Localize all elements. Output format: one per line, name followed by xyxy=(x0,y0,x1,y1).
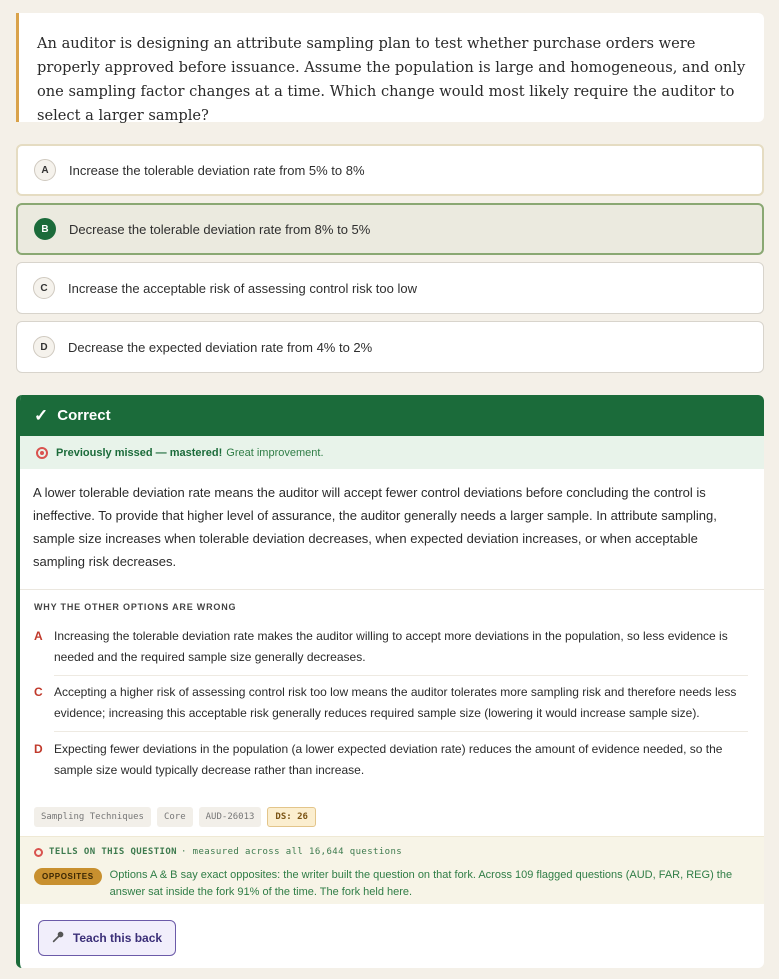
result-header xyxy=(20,395,764,436)
option-text: Increase the acceptable risk of assessing control risk too low xyxy=(68,280,418,296)
microphone-icon xyxy=(52,930,65,946)
option-letter: D xyxy=(33,336,55,358)
opposites-badge: OPPOSITES xyxy=(34,868,102,885)
option-text: Increase the tolerable deviation rate from 5% to 8% xyxy=(69,162,365,178)
tells-text: Options A & B say exact opposites: the writer built the question on that fork. Across 109 flagged questions (AUD, FAR, REG) the answer sat inside the fork 91% of the time. The fork held here. xyxy=(109,869,733,898)
tells-heading-rest: · measured across all 16,644 questions xyxy=(181,847,403,857)
tells-heading-bold: TELLS ON THIS QUESTION xyxy=(49,847,178,857)
target-icon xyxy=(36,447,48,459)
divider xyxy=(54,731,748,732)
divider xyxy=(20,589,764,590)
why-wrong-title: WHY THE OTHER OPTIONS ARE WRONG xyxy=(34,602,237,612)
target-icon xyxy=(34,848,43,857)
tag-id: AUD-26013 xyxy=(199,807,262,827)
tells-panel xyxy=(20,836,764,904)
option-d[interactable] xyxy=(16,321,764,373)
wrong-letter: D xyxy=(34,742,43,756)
tells-heading xyxy=(34,847,402,857)
option-text: Decrease the expected deviation rate from 4% to 2% xyxy=(68,339,373,355)
teach-back-label: Teach this back xyxy=(72,931,163,945)
checkmark-icon: ✓ xyxy=(34,405,49,425)
wrong-option-d xyxy=(34,739,748,781)
tag-ds: DS: 26 xyxy=(267,807,316,827)
result-title: Correct xyxy=(57,407,111,424)
option-letter: B xyxy=(34,218,56,240)
result-panel xyxy=(16,395,764,968)
option-letter: A xyxy=(34,159,56,181)
explanation-text: A lower tolerable deviation rate means the auditor will accept fewer control deviations before concluding the control is ineffective. To provide that higher level of assurance, the auditor generally needs a larger sample. In attribute sampling, sample size increases when tolerable deviation decreases, when expected deviation increases, or when acceptable sampling risk decreases. xyxy=(33,485,717,569)
divider xyxy=(54,675,748,676)
option-a[interactable] xyxy=(16,144,764,196)
tag-list xyxy=(34,807,316,827)
question-card xyxy=(16,13,764,122)
wrong-option-a xyxy=(34,626,748,668)
mastered-plain: Great improvement. xyxy=(226,446,324,459)
option-text: Decrease the tolerable deviation rate from 8% to 5% xyxy=(69,221,371,237)
tag-topic: Sampling Techniques xyxy=(34,807,151,827)
tells-body xyxy=(34,867,754,901)
question-text: An auditor is designing an attribute sampling plan to test whether purchase orders were properly approved before issuance. Assume the population is large and homogeneous, and only one sampling factor changes at a time. Which change would most likely require the auditor to select a larger sample? xyxy=(37,35,746,124)
mastered-strong: Previously missed — mastered! xyxy=(56,446,223,459)
wrong-text: Accepting a higher risk of assessing control risk too low means the auditor tolerates more sampling risk and therefore needs less evidence; increasing this acceptable risk generally reduces required sample size (lowering it would increase sample size). xyxy=(54,685,737,720)
wrong-option-c xyxy=(34,682,748,724)
mastered-banner xyxy=(20,436,764,469)
option-b[interactable] xyxy=(16,203,764,255)
wrong-letter: C xyxy=(34,685,43,699)
wrong-text: Expecting fewer deviations in the population (a lower expected deviation rate) reduces the amount of evidence needed, so the sample size would typically decrease rather than increase. xyxy=(54,742,723,777)
wrong-letter: A xyxy=(34,629,43,643)
teach-back-button[interactable] xyxy=(38,920,176,956)
option-c[interactable] xyxy=(16,262,764,314)
tag-level: Core xyxy=(157,807,193,827)
wrong-text: Increasing the tolerable deviation rate makes the auditor willing to accept more deviations in the population, so less evidence is needed and the required sample size generally decreases. xyxy=(54,629,728,664)
option-letter: C xyxy=(33,277,55,299)
